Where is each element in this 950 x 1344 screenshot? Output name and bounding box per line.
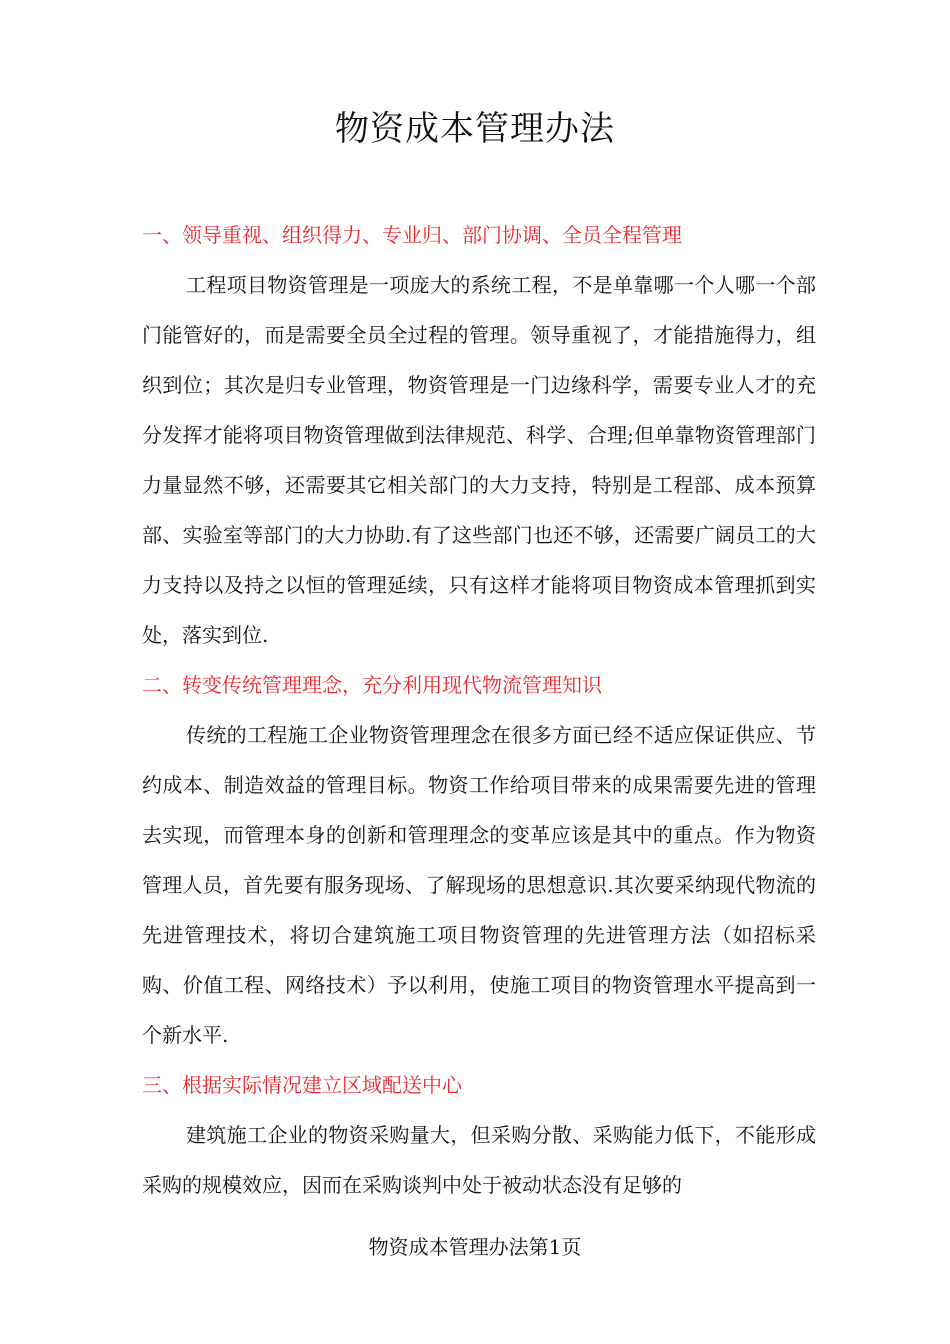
section-paragraph: 建筑施工企业的物资采购量大，但采购分散、采购能力低下，不能形成采购的规模效应，因而在采购谈判中处于被动状态没有足够的 xyxy=(142,1123,816,1197)
section-3 xyxy=(142,1060,816,1210)
section-heading: 二、转变传统管理理念，充分利用现代物流管理知识 xyxy=(142,673,602,697)
section-paragraph: 工程项目物资管理是一项庞大的系统工程，不是单靠哪一个人哪一个部门能管好的，而是需要全员全过程的管理。领导重视了，才能措施得力，组织到位；其次是归专业管理，物资管理是一门边缘科学，需要专业人才的充分发挥才能将项目物资管理做到法律规范、科学、合理;但单靠物资管理部门力量显然不够，还需要其它相关部门的大力支持，特别是工程部、成本预算部、实验室等部门的大力协助.有了这些部门也还不够，还需要广阔员工的大力支持以及持之以恒的管理延续，只有这样才能将项目物资成本管理抓到实处，落实到位. xyxy=(142,273,816,647)
section-paragraph: 传统的工程施工企业物资管理理念在很多方面已经不适应保证供应、节约成本、制造效益的管理目标。物资工作给项目带来的成果需要先进的管理去实现，而管理本身的创新和管理理念的变革应该是其中的重点。作为物资管理人员，首先要有服务现场、了解现场的思想意识.其次要采纳现代物流的先进管理技术，将切合建筑施工项目物资管理的先进管理方法（如招标采购、价值工程、网络技术）予以利用，使施工项目的物资管理水平提高到一个新水平. xyxy=(142,723,816,1047)
section-1 xyxy=(142,210,816,660)
page-footer: 物资成本管理办法第1页 xyxy=(368,1235,582,1259)
section-heading: 三、根据实际情况建立区域配送中心 xyxy=(142,1073,462,1097)
document-title: 物资成本管理办法 xyxy=(335,109,615,149)
document-body xyxy=(142,210,816,1210)
section-2 xyxy=(142,660,816,1060)
section-heading: 一、领导重视、组织得力、专业归、部门协调、全员全程管理 xyxy=(142,223,682,247)
